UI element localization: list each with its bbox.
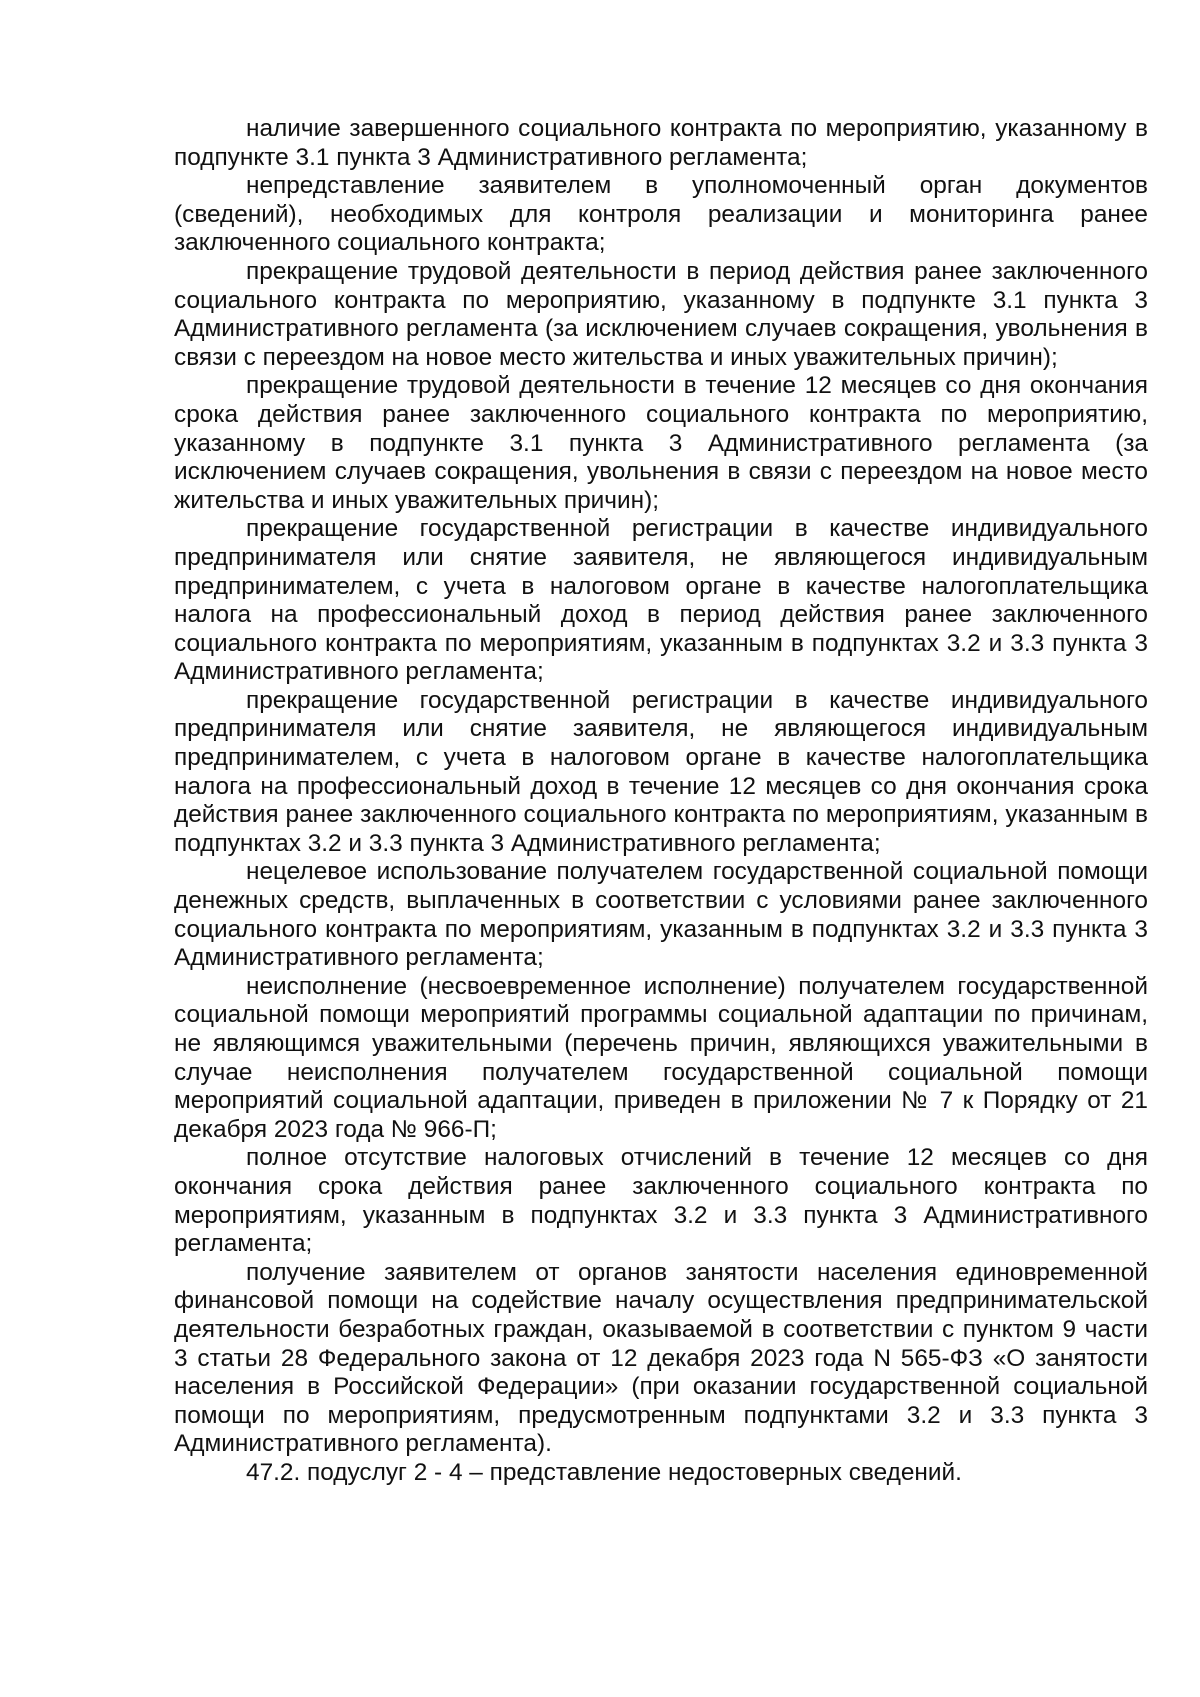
- document-page: [174, 115, 1148, 1488]
- paragraph-employment-stopped-during-contract: прекращение трудовой деятельности в период действия ранее заключенного социального контракта по мероприятию, указанному в подпункте 3.1 пункта 3 Административного регламента (за исключением случаев сокращения, увольнения в связи с переездом на новое место жительства и иных уважительных причин);: [174, 257, 1148, 371]
- paragraph-no-tax-payments: полное отсутствие налоговых отчислений в течение 12 месяцев со дня окончания срока действия ранее заключенного социального контракта по мероприятиям, указанным в подпунктах 3.2 и 3.3 пункта 3 Административного регламента;: [174, 1144, 1148, 1258]
- paragraph-employment-agency-assistance: получение заявителем от органов занятости населения единовременной финансовой помощи на содействие началу осуществления предпринимательской деятельности безработных граждан, оказываемой в соответствии с пунктом 9 части 3 статьи 28 Федерального закона от 12 декабря 2023 года N 565-ФЗ «О занятости населения в Российской Федерации» (при оказании государственной социальной помощи по мероприятиям, предусмотренным подпунктами 3.2 и 3.3 пункта 3 Административного регламента).: [174, 1258, 1148, 1458]
- paragraph-misuse-of-funds: нецелевое использование получателем государственной социальной помощи денежных средств, выплаченных в соответствии с условиями ранее заключенного социального контракта по мероприятиям, указанным в подпунктах 3.2 и 3.3 пункта 3 Административного регламента;: [174, 858, 1148, 972]
- paragraph-subservices-false-info: 47.2. подуслуг 2 - 4 – представление недостоверных сведений.: [246, 1458, 962, 1486]
- paragraph-registration-stopped-after-contract: прекращение государственной регистрации в качестве индивидуального предпринимателя или снятие заявителя, не являющегося индивидуальным предпринимателем, с учета в налоговом органе в качестве налогоплательщика налога на профессиональный доход в течение 12 месяцев со дня окончания срока действия ранее заключенного социального контракта по мероприятиям, указанным в подпунктах 3.2 и 3.3 пункта 3 Административного регламента;: [174, 686, 1148, 857]
- paragraph-registration-stopped-during-contract: прекращение государственной регистрации в качестве индивидуального предпринимателя или снятие заявителя, не являющегося индивидуальным предпринимателем, с учета в налоговом органе в качестве налогоплательщика налога на профессиональный доход в период действия ранее заключенного социального контракта по мероприятиям, указанным в подпунктах 3.2 и 3.3 пункта 3 Административного регламента;: [174, 515, 1148, 686]
- paragraph-completed-contract: наличие завершенного социального контракта по мероприятию, указанному в подпункте 3.1 пункта 3 Административного регламента;: [174, 115, 1148, 171]
- paragraph-employment-stopped-after-contract: прекращение трудовой деятельности в течение 12 месяцев со дня окончания срока действия ранее заключенного социального контракта по мероприятию, указанному в подпункте 3.1 пункта 3 Административного регламента (за исключением случаев сокращения, увольнения в связи с переездом на новое место жительства и иных уважительных причин);: [174, 372, 1148, 514]
- paragraph-non-fulfillment-of-program: неисполнение (несвоевременное исполнение) получателем государственной социальной помощи мероприятий программы социальной адаптации по причинам, не являющимся уважительными (перечень причин, являющихся уважительными в случае неисполнения получателем государственной социальной помощи мероприятий социальной адаптации, приведен в приложении № 7 к Порядку от 21 декабря 2023 года № 966-П;: [174, 972, 1148, 1143]
- paragraph-documents-not-submitted: непредставление заявителем в уполномоченный орган документов (сведений), необходимых для контроля реализации и мониторинга ранее заключенного социального контракта;: [174, 172, 1148, 257]
